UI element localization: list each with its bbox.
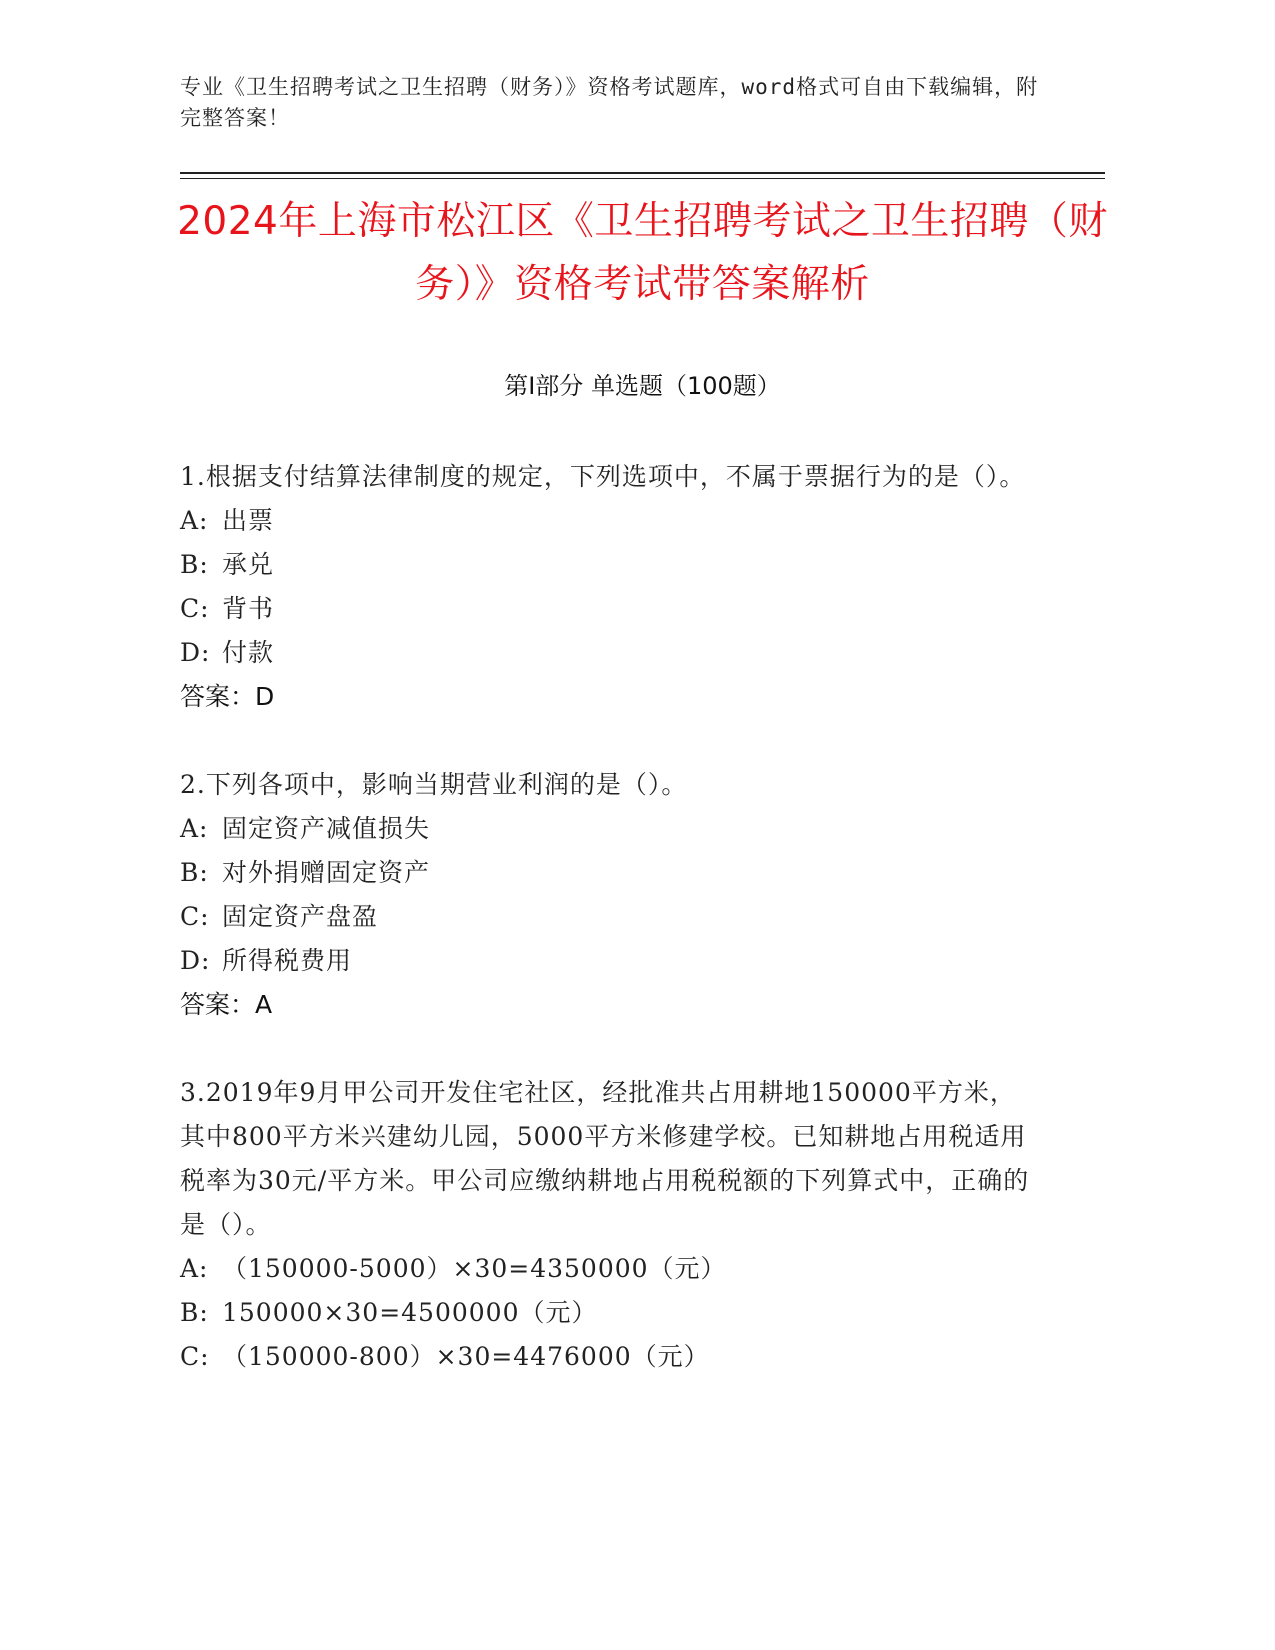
option-letter: C: (180, 902, 210, 931)
option-letter: D: (180, 638, 211, 667)
option-text: 出票 (222, 506, 275, 535)
option-text: 固定资产减值损失 (222, 814, 431, 843)
option-c (180, 587, 1040, 631)
option-d (180, 631, 1040, 675)
option-letter: B: (180, 858, 209, 887)
question-2 (180, 763, 1040, 1027)
option-a (180, 807, 1040, 851)
option-text: 固定资产盘盈 (222, 902, 379, 931)
question-1 (180, 455, 1040, 719)
document-title: 2024年上海市松江区《卫生招聘考试之卫生招聘（财务）》资格考试带答案解析 (177, 199, 1108, 307)
option-a (180, 1247, 1040, 1291)
option-letter: A: (180, 814, 209, 843)
option-b (180, 1291, 1040, 1335)
question-stem: 2.下列各项中，影响当期营业利润的是（）。 (180, 770, 688, 799)
option-text: 承兑 (222, 550, 275, 579)
option-letter: D: (180, 946, 211, 975)
option-letter: A: (180, 506, 209, 535)
option-letter: C: (180, 1342, 210, 1371)
option-text: 背书 (222, 594, 275, 623)
option-letter: C: (180, 594, 210, 623)
option-text: 对外捐赠固定资产 (222, 858, 431, 887)
question-stem: 3.2019年9月甲公司开发住宅社区，经批准共占用耕地150000平方米，其中800平方米兴建幼儿园，5000平方米修建学校。已知耕地占用税适用税率为30元/平方米。甲公司应缴纳耕地占用税税额的下列算式中，正确的是（）。 (180, 1078, 1030, 1239)
option-text: 150000×30=4500000（元） (222, 1298, 598, 1327)
section-title: 第I部分 单选题（100题） (504, 372, 781, 400)
option-a (180, 499, 1040, 543)
option-b (180, 543, 1040, 587)
option-c (180, 895, 1040, 939)
option-text: 付款 (222, 638, 275, 667)
header-divider-thick (180, 172, 1105, 174)
option-text: 所得税费用 (222, 946, 353, 975)
answer-line: 答案：D (180, 682, 275, 711)
question-list (180, 455, 1040, 1423)
option-letter: A: (180, 1254, 209, 1283)
option-text: （150000-800）×30=4476000（元） (222, 1342, 710, 1371)
option-letter: B: (180, 1298, 209, 1327)
option-c (180, 1335, 1040, 1379)
question-stem: 1.根据支付结算法律制度的规定，下列选项中，不属于票据行为的是（）。 (180, 462, 1026, 491)
option-b (180, 851, 1040, 895)
question-3 (180, 1071, 1040, 1379)
header-divider-thin (180, 178, 1105, 179)
option-text: （150000-5000）×30=4350000（元） (222, 1254, 727, 1283)
option-letter: B: (180, 550, 209, 579)
answer-line: 答案：A (180, 990, 273, 1019)
header-note: 专业《卫生招聘考试之卫生招聘（财务）》资格考试题库，word格式可自由下载编辑，附完整答案！ (180, 75, 1039, 130)
option-d (180, 939, 1040, 983)
